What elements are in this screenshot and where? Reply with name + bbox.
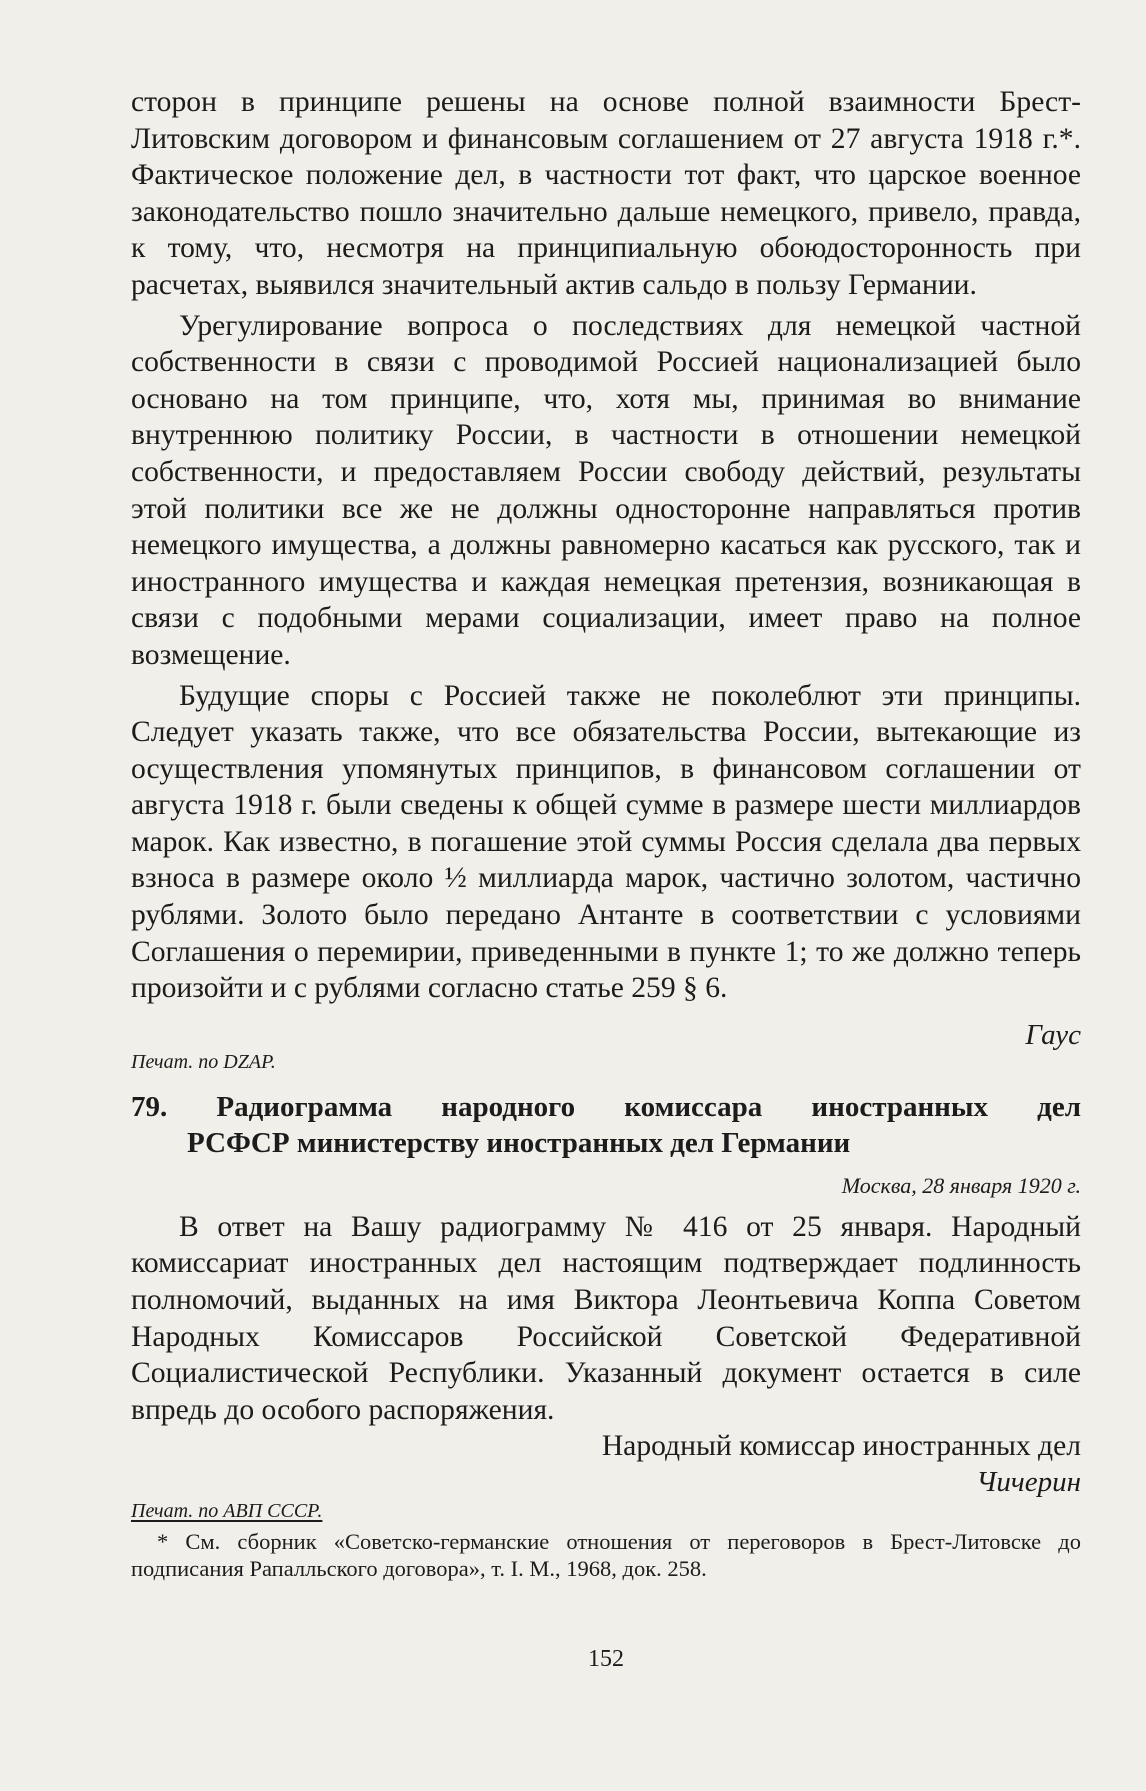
place-date: Москва, 28 января 1920 г. bbox=[841, 1172, 1081, 1198]
source-note-2: Печат. по АВП СССР. bbox=[131, 1500, 323, 1523]
signature-gaus: Гаус bbox=[1025, 1018, 1081, 1051]
paragraph-3: Будущие споры с Россией также не поколеблют эти принципы. Следует указать также, что все обязательства России, вытекающие из осуществления упомянутых принципов, в финансовом соглашении от августа 1918 г. были сведены к общей сумме в размере шести миллиардов марок. Как известно, в погашение этой суммы Россия сделала два первых взноса в размере около ½ миллиарда марок, частично золотом, частично рублями. Золото было передано Антанте в соответствии с условиями Соглашения о перемирии, приведенными в пункте 1; то же должно теперь произойти и с рублями согласно статье 259 § 6. bbox=[131, 679, 1081, 1005]
footnote: * См. сборник «Советско-германские отношения от переговоров в Брест-Литовске до подписания Рапалльского договора», т. I. М., 1968, док. 258. bbox=[131, 1529, 1081, 1582]
signer-title: Народный комиссар иностранных дел bbox=[601, 1430, 1081, 1463]
paragraph-1: сторон в принципе решены на основе полной взаимности Брест-Литовским договором и финансовым соглашением от 27 августа 1918 г.*. Фактическое положение дел, в частности тот факт, что царское военное законодательство пошло значительно дальше немецкого, привело, правда, к тому, что, несмотря на принципиальную обоюдосторонность при расчетах, выявился значительный актив сальдо в пользу Германии. bbox=[131, 86, 1081, 301]
paragraph-2: Урегулирование вопроса о последствиях для немецкой частной собственности в связи с проводимой Россией национализацией было основано на том принципе, что, хотя мы, принимая во внимание внутреннюю политику России, в частности в отношении немецкой собственности, и предоставляем России свободу действий, результаты этой политики все же не должны односторонне направляться против немецкого имущества, а должны равномерно касаться как русского, так и иностранного имущества и каждая немецкая претензия, возникающая в связи с подобными мерами социализации, имеет право на полное возмещение. bbox=[131, 309, 1081, 671]
paragraph-4: В ответ на Вашу радиограмму № 416 от 25 января. Народный комиссариат иностранных дел настоящим подтверждает подлинность полномочий, выданных на имя Виктора Леонтьевича Коппа Советом Народных Комиссаров Российской Советской Федеративной Социалистической Республики. Указанный документ остается в силе впредь до особого распоряжения. bbox=[131, 1210, 1081, 1426]
signature-chicherin: Чичерин bbox=[976, 1466, 1081, 1499]
document-page bbox=[131, 84, 1081, 1784]
heading-line-1: 79. Радиограмма народного комиссара иностранных дел bbox=[131, 1090, 1081, 1123]
page-number: 152 bbox=[588, 1646, 624, 1672]
document-heading bbox=[131, 1089, 1081, 1161]
source-note-1: Печат. по DZAP. bbox=[131, 1050, 276, 1073]
heading-line-2: РСФСР министерству иностранных дел Германии bbox=[187, 1126, 851, 1159]
